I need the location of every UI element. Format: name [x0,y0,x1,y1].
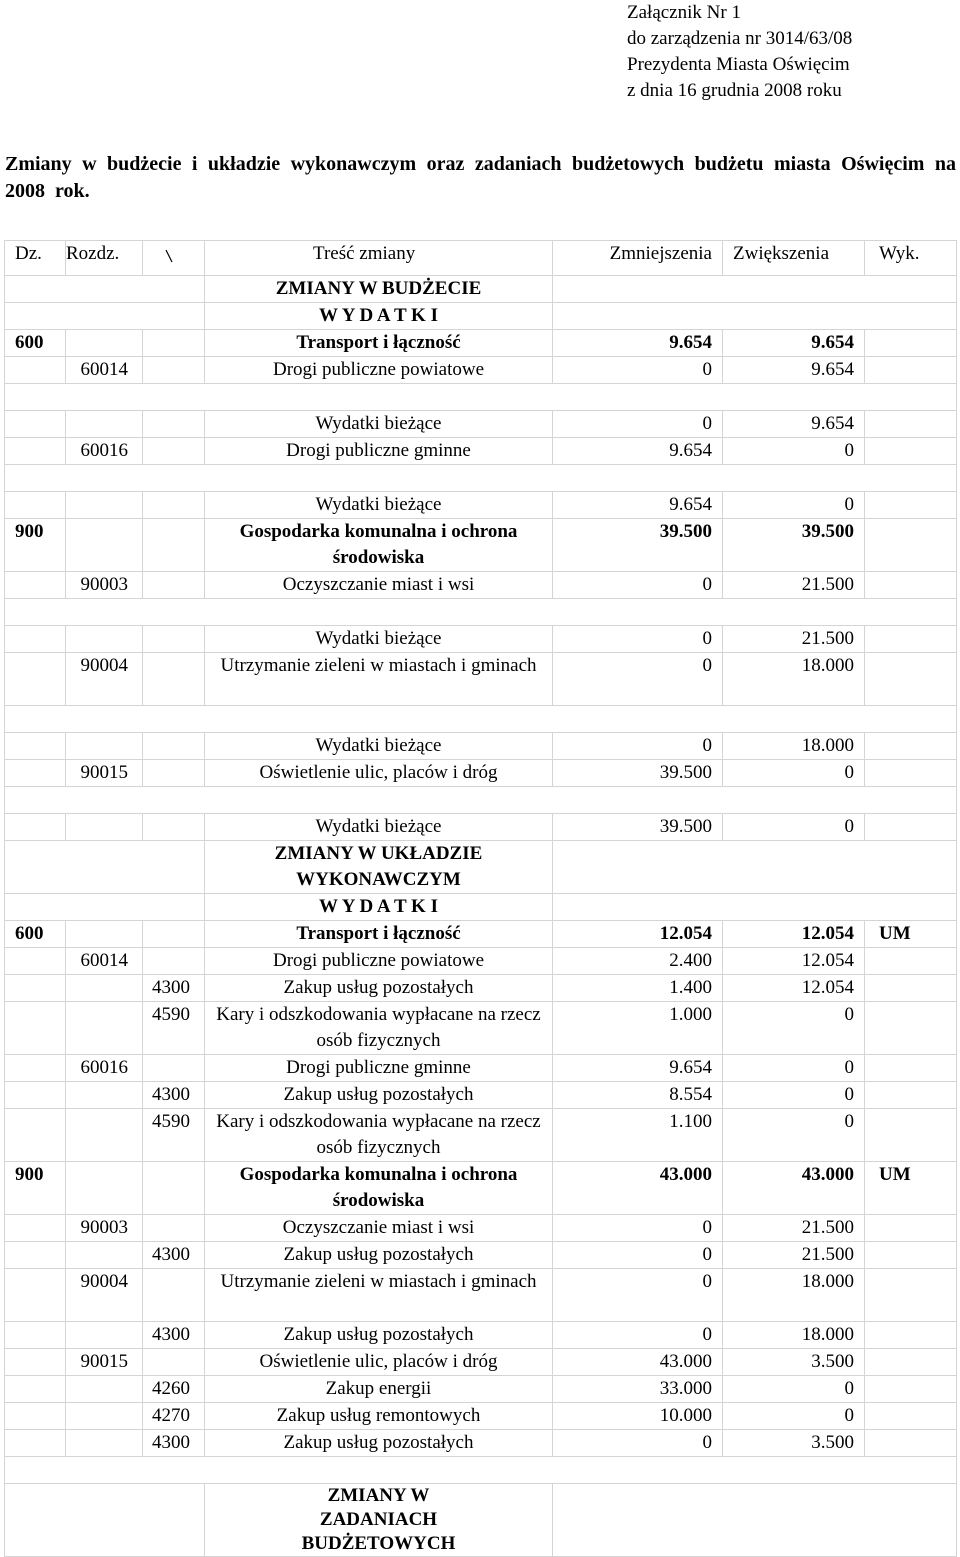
cell-increase: 0 [723,760,865,787]
cell-increase: 0 [723,1109,865,1162]
cell-description: Transport i łączność [205,330,553,357]
cell-paragraph: 4590 [143,1109,205,1162]
section-subheading-row [5,894,957,921]
cell-paragraph [143,519,205,572]
section-heading-spacer-right [553,276,957,303]
spacer-row [5,787,957,814]
cell-executor [865,1376,957,1403]
cell-description: Zakup usług remontowych [205,1403,553,1430]
cell-description: Transport i łączność [205,921,553,948]
cell-executor [865,330,957,357]
cell-decrease: 39.500 [553,760,723,787]
cell-increase: 18.000 [723,733,865,760]
cell-dz: 600 [5,330,66,357]
cell-increase: 21.500 [723,1242,865,1269]
cell-description: Zakup energii [205,1376,553,1403]
cell-increase: 21.500 [723,572,865,599]
cell-executor: UM [865,1162,957,1215]
cell-dz: 600 [5,921,66,948]
annex-header [627,0,852,104]
cell-rozdz [66,1162,143,1215]
cell-dz [5,1215,66,1242]
cell-rozdz [66,1403,143,1430]
header-tresc: Treść zmiany [205,241,553,276]
table-row [5,948,957,975]
cell-rozdz: 60014 [66,948,143,975]
tasks-heading-spacer [5,1484,205,1557]
tasks-heading: ZMIANY W ZADANIACH BUDŻETOWYCH [205,1484,553,1557]
cell-paragraph [143,1055,205,1082]
cell-rozdz [66,814,143,841]
cell-executor [865,519,957,572]
cell-executor [865,1349,957,1376]
cell-increase: 0 [723,814,865,841]
cell-description: Drogi publiczne gminne [205,438,553,465]
cell-rozdz [66,1322,143,1349]
cell-description: Kary i odszkodowania wypłacane na rzecz osób fizycznych [205,1002,553,1055]
cell-rozdz [66,1430,143,1457]
cell-rozdz [66,1002,143,1055]
table-row [5,1082,957,1109]
table-row [5,519,957,572]
cell-decrease: 39.500 [553,519,723,572]
cell-decrease: 0 [553,1269,723,1322]
cell-executor [865,653,957,706]
cell-decrease: 2.400 [553,948,723,975]
cell-increase: 12.054 [723,975,865,1002]
annex-line-4: z dnia 16 grudnia 2008 roku [627,80,842,101]
tasks-heading-row [5,1484,957,1557]
cell-dz [5,1082,66,1109]
table-row [5,492,957,519]
cell-paragraph [143,733,205,760]
table-row [5,814,957,841]
cell-decrease: 8.554 [553,1082,723,1109]
table-row [5,411,957,438]
annex-line-3: Prezydenta Miasta Oświęcim [627,54,850,75]
cell-executor [865,1002,957,1055]
section-heading-row [5,841,957,894]
section-heading: ZMIANY W BUDŻECIE [205,276,553,303]
spacer-row [5,384,957,411]
table-row [5,1162,957,1215]
cell-description: Zakup usług pozostałych [205,1322,553,1349]
table-row [5,921,957,948]
cell-dz [5,492,66,519]
cell-executor [865,1322,957,1349]
cell-rozdz: 90003 [66,1215,143,1242]
header-zmniejszenia: Zmniejszenia [553,241,723,276]
cell-description: Zakup usług pozostałych [205,1082,553,1109]
cell-executor [865,1269,957,1322]
cell-increase: 9.654 [723,330,865,357]
cell-executor [865,1242,957,1269]
cell-executor [865,1430,957,1457]
cell-executor [865,1215,957,1242]
cell-rozdz [66,626,143,653]
cell-dz [5,733,66,760]
header-dz: Dz. [5,241,66,276]
cell-rozdz: 60014 [66,357,143,384]
cell-rozdz: 90015 [66,1349,143,1376]
cell-decrease: 39.500 [553,814,723,841]
cell-dz [5,1002,66,1055]
table-row [5,1269,957,1322]
paragraph-icon [165,241,174,267]
cell-executor [865,411,957,438]
cell-dz [5,572,66,599]
cell-rozdz: 90015 [66,760,143,787]
table-row [5,1055,957,1082]
table-header-row [5,241,957,276]
cell-description: Wydatki bieżące [205,492,553,519]
cell-rozdz [66,411,143,438]
table-row [5,330,957,357]
cell-increase: 9.654 [723,411,865,438]
cell-rozdz [66,1109,143,1162]
cell-decrease: 43.000 [553,1162,723,1215]
cell-decrease: 33.000 [553,1376,723,1403]
cell-description: Wydatki bieżące [205,626,553,653]
cell-decrease: 0 [553,1322,723,1349]
table-row [5,975,957,1002]
cell-increase: 3.500 [723,1349,865,1376]
cell-decrease: 0 [553,411,723,438]
cell-executor [865,975,957,1002]
cell-decrease: 43.000 [553,1349,723,1376]
cell-dz [5,1349,66,1376]
cell-decrease: 12.054 [553,921,723,948]
cell-paragraph [143,948,205,975]
cell-increase: 0 [723,438,865,465]
table-row [5,626,957,653]
cell-paragraph: 4300 [143,975,205,1002]
table-row [5,733,957,760]
cell-executor [865,492,957,519]
cell-paragraph [143,411,205,438]
cell-paragraph: 4300 [143,1430,205,1457]
cell-dz [5,1109,66,1162]
cell-dz [5,975,66,1002]
cell-rozdz [66,519,143,572]
cell-decrease: 0 [553,1242,723,1269]
spacer-row [5,706,957,733]
spacer-cell [5,787,957,814]
cell-paragraph: 4300 [143,1242,205,1269]
spacer-row [5,599,957,626]
cell-increase: 12.054 [723,948,865,975]
spacer-row [5,1457,957,1484]
table-row [5,1002,957,1055]
cell-increase: 21.500 [723,626,865,653]
cell-executor [865,733,957,760]
cell-decrease: 1.100 [553,1109,723,1162]
cell-dz [5,357,66,384]
cell-description: Oświetlenie ulic, placów i dróg [205,1349,553,1376]
cell-executor [865,1109,957,1162]
table-row [5,653,957,706]
cell-decrease: 1.000 [553,1002,723,1055]
table-row [5,572,957,599]
cell-executor [865,572,957,599]
cell-increase: 12.054 [723,921,865,948]
cell-increase: 0 [723,492,865,519]
cell-paragraph [143,1349,205,1376]
cell-executor [865,357,957,384]
section-subheading: W Y D A T K I [205,894,553,921]
cell-paragraph [143,492,205,519]
cell-increase: 18.000 [723,1322,865,1349]
cell-decrease: 0 [553,653,723,706]
section-subheading-spacer [5,894,205,921]
cell-description: Oświetlenie ulic, placów i dróg [205,760,553,787]
cell-decrease: 0 [553,1430,723,1457]
table-row [5,1322,957,1349]
cell-rozdz [66,1376,143,1403]
cell-paragraph: 4300 [143,1082,205,1109]
section-heading-spacer-right [553,841,957,894]
table-row [5,1215,957,1242]
cell-description: Wydatki bieżące [205,411,553,438]
cell-description: Wydatki bieżące [205,814,553,841]
cell-rozdz [66,733,143,760]
cell-decrease: 0 [553,572,723,599]
table-row [5,1430,957,1457]
cell-description: Oczyszczanie miast i wsi [205,572,553,599]
cell-dz [5,1055,66,1082]
cell-description: Zakup usług pozostałych [205,975,553,1002]
cell-dz [5,438,66,465]
cell-rozdz: 60016 [66,438,143,465]
cell-description: Drogi publiczne powiatowe [205,357,553,384]
cell-description: Drogi publiczne powiatowe [205,948,553,975]
cell-description: Gospodarka komunalna i ochrona środowiska [205,519,553,572]
cell-decrease: 9.654 [553,438,723,465]
spacer-cell [5,599,957,626]
cell-paragraph [143,438,205,465]
cell-executor [865,1082,957,1109]
table-row [5,357,957,384]
cell-increase: 0 [723,1403,865,1430]
cell-executor [865,948,957,975]
cell-dz [5,948,66,975]
cell-paragraph: 4590 [143,1002,205,1055]
cell-description: Zakup usług pozostałych [205,1430,553,1457]
cell-paragraph [143,357,205,384]
cell-dz [5,1430,66,1457]
cell-increase: 9.654 [723,357,865,384]
spacer-row [5,465,957,492]
section-heading-row [5,276,957,303]
cell-rozdz [66,1082,143,1109]
cell-paragraph [143,626,205,653]
cell-executor [865,438,957,465]
cell-increase: 3.500 [723,1430,865,1457]
cell-increase: 21.500 [723,1215,865,1242]
budget-changes-table [4,240,957,1557]
cell-paragraph [143,814,205,841]
section-subheading-spacer [5,303,205,330]
cell-dz [5,1242,66,1269]
cell-description: Kary i odszkodowania wypłacane na rzecz osób fizycznych [205,1109,553,1162]
table-row [5,1349,957,1376]
cell-paragraph [143,1269,205,1322]
cell-paragraph: 4260 [143,1376,205,1403]
cell-decrease: 9.654 [553,1055,723,1082]
cell-executor [865,814,957,841]
cell-decrease: 9.654 [553,330,723,357]
table-row [5,1109,957,1162]
section-heading-spacer [5,276,205,303]
header-wyk: Wyk. [865,241,957,276]
cell-executor [865,1055,957,1082]
document-title: Zmiany w budżecie i układzie wykonawczym oraz zadaniach budżetowych budżetu miasta Oświęcim na 2008 rok. [5,153,956,202]
cell-dz [5,814,66,841]
cell-dz [5,626,66,653]
cell-increase: 0 [723,1002,865,1055]
cell-rozdz: 90004 [66,1269,143,1322]
cell-executor: UM [865,921,957,948]
cell-description: Gospodarka komunalna i ochrona środowiska [205,1162,553,1215]
tasks-heading-spacer-right [553,1484,957,1557]
cell-decrease: 10.000 [553,1403,723,1430]
cell-rozdz [66,975,143,1002]
cell-dz [5,1376,66,1403]
cell-decrease: 1.400 [553,975,723,1002]
cell-rozdz: 90004 [66,653,143,706]
cell-rozdz: 60016 [66,1055,143,1082]
cell-dz [5,1403,66,1430]
table-row [5,1376,957,1403]
table-row [5,1242,957,1269]
cell-description: Oczyszczanie miast i wsi [205,1215,553,1242]
cell-executor [865,626,957,653]
cell-rozdz [66,492,143,519]
section-subheading-spacer-right [553,303,957,330]
cell-decrease: 0 [553,626,723,653]
cell-rozdz [66,330,143,357]
cell-dz [5,1322,66,1349]
annex-line-1: Załącznik Nr 1 [627,2,741,23]
cell-executor [865,1403,957,1430]
header-paragraph [143,241,205,276]
annex-line-2: do zarządzenia nr 3014/63/08 [627,28,853,49]
table-row [5,438,957,465]
cell-description: Utrzymanie zieleni w miastach i gminach [205,653,553,706]
cell-paragraph [143,330,205,357]
cell-dz: 900 [5,1162,66,1215]
cell-paragraph [143,572,205,599]
cell-paragraph [143,921,205,948]
cell-dz [5,760,66,787]
cell-description: Drogi publiczne gminne [205,1055,553,1082]
cell-executor [865,760,957,787]
cell-dz [5,653,66,706]
section-heading: ZMIANY W UKŁADZIE WYKONAWCZYM [205,841,553,894]
header-rozdz: Rozdz. [66,241,143,276]
cell-rozdz [66,1242,143,1269]
cell-paragraph: 4300 [143,1322,205,1349]
spacer-cell [5,706,957,733]
cell-increase: 0 [723,1376,865,1403]
spacer-cell [5,1457,957,1484]
cell-rozdz: 90003 [66,572,143,599]
cell-description: Utrzymanie zieleni w miastach i gminach [205,1269,553,1322]
cell-paragraph [143,653,205,706]
table-row [5,760,957,787]
cell-increase: 18.000 [723,653,865,706]
cell-dz [5,411,66,438]
cell-dz [5,1269,66,1322]
cell-increase: 39.500 [723,519,865,572]
spacer-cell [5,384,957,411]
cell-increase: 18.000 [723,1269,865,1322]
section-subheading-spacer-right [553,894,957,921]
cell-decrease: 0 [553,733,723,760]
table-row [5,1403,957,1430]
cell-paragraph: 4270 [143,1403,205,1430]
cell-increase: 43.000 [723,1162,865,1215]
cell-decrease: 9.654 [553,492,723,519]
cell-decrease: 0 [553,357,723,384]
cell-paragraph [143,760,205,787]
header-zwiekszenia: Zwiększenia [723,241,865,276]
section-subheading-row [5,303,957,330]
cell-decrease: 0 [553,1215,723,1242]
cell-description: Wydatki bieżące [205,733,553,760]
cell-dz: 900 [5,519,66,572]
section-heading-spacer [5,841,205,894]
cell-paragraph [143,1215,205,1242]
cell-description: Zakup usług pozostałych [205,1242,553,1269]
cell-increase: 0 [723,1082,865,1109]
spacer-cell [5,465,957,492]
cell-paragraph [143,1162,205,1215]
cell-increase: 0 [723,1055,865,1082]
section-subheading: W Y D A T K I [205,303,553,330]
cell-rozdz [66,921,143,948]
